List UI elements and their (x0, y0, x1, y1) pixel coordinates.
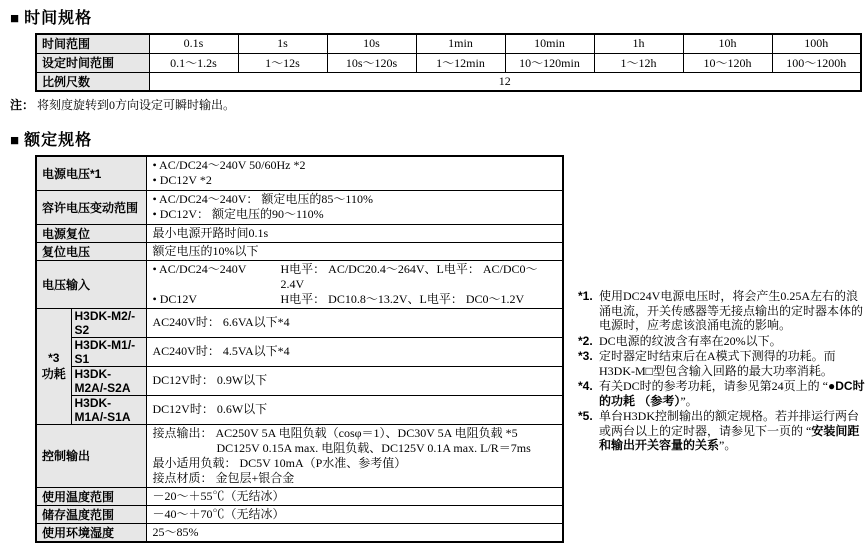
footnote-3 (578, 349, 865, 378)
row-label: 复位电压 (36, 242, 146, 260)
time-range-cell: 0.1s (149, 34, 238, 53)
footnote-segment: DC电源的纹波含有率在20%以下。 (599, 333, 782, 348)
set-range-cell: 10～120h (683, 53, 772, 72)
reset-voltage-row (36, 242, 563, 260)
footnote-marker: *5. (578, 409, 593, 423)
footnote-marker: *2. (578, 333, 593, 348)
model-name: H3DK-M1A/-S1A (71, 395, 146, 424)
time-spec-note (10, 96, 865, 113)
control-output-value (146, 424, 563, 487)
footnote-bold-segment: 安装间距和输出开关容量的关系 (599, 423, 860, 452)
voltage-input-detail: H电平： AC/DC20.4～264V、L电平： AC/DC0～2.4V (280, 261, 538, 291)
footnotes-block (578, 289, 865, 454)
footnote-2 (578, 334, 865, 349)
footnote-segment: 定时器定时结束后在A模式下测得的功耗。而H3DK-M□型包含输入回路的最大功率消耗。 (599, 349, 836, 378)
value-line: 最小适用负载： DC5V 10mA（P水准、参考值） (152, 455, 407, 470)
scale-row (36, 72, 861, 91)
consumption-word: 功耗 (41, 366, 66, 381)
set-range-cell: 100～1200h (772, 53, 861, 72)
footnote-marker: *4. (578, 379, 593, 393)
power-reset-row (36, 224, 563, 242)
storage-temp-value: －40～＋70℃（无结冰） (146, 505, 563, 523)
set-time-range-row (36, 53, 861, 72)
set-range-cell: 0.1～1.2s (149, 53, 238, 72)
time-spec-table (35, 33, 862, 92)
footnote-text (599, 379, 865, 408)
footnote-5 (578, 409, 865, 453)
voltage-input-row (36, 260, 563, 308)
control-output-row (36, 424, 563, 487)
supply-voltage-value (146, 156, 563, 190)
section-square-icon: ■ (10, 10, 21, 27)
consumption-value: DC12V时： 0.6W以下 (146, 395, 563, 424)
note-label: 注： (10, 98, 35, 112)
consumption-ref: *3 (48, 350, 60, 365)
time-range-cell: 1h (594, 34, 683, 53)
section-square-icon: ■ (10, 132, 21, 149)
row-label: 储存温度范围 (36, 505, 146, 523)
footnote-segment: ”。 (719, 438, 737, 452)
time-range-row (36, 34, 861, 53)
consumption-row (36, 395, 563, 424)
voltage-fluctuation-row (36, 190, 563, 224)
footnote-segment: 使用DC24V电源电压时，将会产生0.25A左右的浪涌电流，开关传感器等无接点输出的定时器本体的电源时，应考虑该浪涌电流的影响。 (599, 289, 864, 332)
time-spec-title: 时间规格 (24, 10, 93, 27)
footnote-text (599, 349, 865, 378)
row-label: 比例尺数 (36, 72, 149, 91)
value-line (153, 262, 557, 292)
time-range-cell: 100h (772, 34, 861, 53)
time-range-cell: 10s (327, 34, 416, 53)
time-range-cell: 1min (416, 34, 505, 53)
footnote-segment: ”。 (680, 393, 698, 408)
footnote-text (599, 409, 865, 453)
set-range-cell: 1～12min (416, 53, 505, 72)
value-line: • DC12V *2 (152, 173, 212, 188)
rating-spec-table (35, 155, 564, 543)
consumption-value: DC12V时： 0.9W以下 (146, 366, 563, 395)
time-range-cell: 1s (238, 34, 327, 53)
set-range-cell: 10～120min (505, 53, 594, 72)
storage-temp-row (36, 505, 563, 523)
scale-value: 12 (149, 72, 861, 91)
footnote-bold-segment: ●DC时的功耗 （参考） (599, 379, 865, 408)
note-text: 将刻度旋转到0方向设定可瞬时输出。 (37, 98, 236, 112)
row-label: 使用温度范围 (36, 487, 146, 505)
consumption-row (36, 337, 563, 366)
value-line: 接点材质： 金包层+银合金 (152, 470, 295, 485)
model-name: H3DK-M2A/-S2A (71, 366, 146, 395)
consumption-row (36, 308, 563, 337)
row-label: 容许电压变动范围 (36, 190, 146, 224)
consumption-group-label (36, 308, 71, 424)
row-label: 电源复位 (36, 224, 146, 242)
model-name: H3DK-M2/-S2 (71, 308, 146, 337)
rating-spec-title: 额定规格 (24, 132, 93, 149)
consumption-value: AC240V时： 4.5VA以下*4 (146, 337, 563, 366)
consumption-row (36, 366, 563, 395)
value-line: 接点输出： AC250V 5A 电阻负载（cosφ＝1）、DC30V 5A 电阻负载 *5 (152, 425, 518, 440)
footnote-marker: *3. (578, 349, 593, 363)
operating-temp-row (36, 487, 563, 505)
footnote-1 (578, 289, 865, 333)
row-label: 使用环境湿度 (36, 523, 146, 542)
power-reset-value: 最小电源开路时间0.1s (146, 224, 563, 242)
row-label: 设定时间范围 (36, 53, 149, 72)
row-label: 控制输出 (36, 424, 146, 487)
footnote-segment: 有关DC时的参考功耗，请参见第24页上的 “ (599, 379, 829, 393)
model-name: H3DK-M1/-S1 (71, 337, 146, 366)
consumption-value: AC240V时： 6.6VA以下*4 (146, 308, 563, 337)
voltage-fluctuation-value (146, 190, 563, 224)
time-range-cell: 10h (683, 34, 772, 53)
footnote-segment: 单台H3DK控制输出的额定规格。若并排运行两台或两台以上的定时器，请参见下一页的 “ (599, 409, 860, 438)
voltage-input-item: • AC/DC24～240V (152, 261, 247, 276)
voltage-input-detail: H电平： DC10.8～13.2V、L电平： DC0～1.2V (280, 291, 525, 306)
footnote-marker: *1. (578, 289, 593, 303)
value-line: DC125V 0.15A max. 电阻负载、DC125V 0.1A max. L/R＝7ms (216, 440, 531, 455)
value-line: • AC/DC24～240V 50/60Hz *2 (152, 158, 306, 173)
humidity-value: 25～85% (146, 523, 563, 542)
footnote-text (599, 334, 865, 349)
rating-spec-area (0, 155, 865, 543)
humidity-row (36, 523, 563, 542)
supply-voltage-row (36, 156, 563, 190)
row-label: 电源电压*1 (36, 156, 146, 190)
row-label: 时间范围 (36, 34, 149, 53)
set-range-cell: 10s～120s (327, 53, 416, 72)
row-label: 电压输入 (36, 260, 146, 308)
rating-spec-table-wrap (35, 155, 564, 543)
value-line: • DC12V： 额定电压的90～110% (152, 207, 324, 221)
operating-temp-value: －20～＋55℃（无结冰） (146, 487, 563, 505)
set-range-cell: 1～12h (594, 53, 683, 72)
rating-spec-heading (10, 127, 865, 150)
footnote-4 (578, 379, 865, 408)
footnote-text (599, 289, 865, 333)
reset-voltage-value: 额定电压的10%以下 (146, 242, 563, 260)
voltage-input-item: • DC12V (152, 291, 198, 306)
value-line: • AC/DC24～240V： 额定电压的85～110% (152, 192, 373, 206)
time-range-cell: 10min (505, 34, 594, 53)
set-range-cell: 1～12s (238, 53, 327, 72)
time-spec-heading (10, 5, 865, 28)
value-line (153, 292, 557, 307)
voltage-input-value (146, 260, 563, 308)
